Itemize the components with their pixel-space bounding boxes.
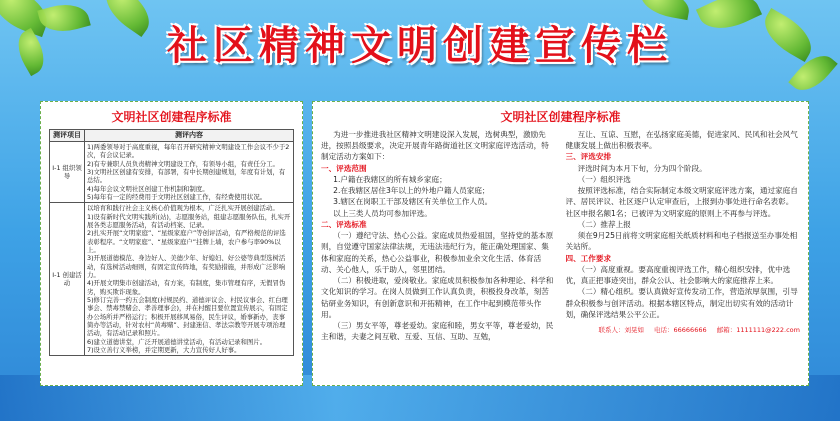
paragraph: 2.在我辖区居住3年以上的外地户籍人员家庭；: [333, 186, 490, 196]
content-line: 6)建立道德讲堂，广泛开展道德讲堂活动，有活动记录和图片。: [87, 337, 267, 346]
contact-person: 联系人：刘晃如: [598, 325, 644, 334]
content-line: 以培育和践行社会主义核心价值观为根本，广泛扎实开展创建活动。: [87, 204, 279, 213]
paragraph: 互让、互谅、互慰，在弘扬家庭美德，促进家风、民风和社会风气健康发展上做出积极表率。: [565, 130, 798, 151]
content-line: 2)有专兼职人员负责精神文明建设工作，有领导小组，有责任分工。: [87, 159, 279, 168]
content-line: 3)开展道德模范、身边好人、美德少年、好媳妇、好公婆等典型选树活动，有选树活动细则，有固定宣传阵地，有奖励措施，并形成广泛影响力。: [87, 254, 286, 280]
criteria-table: [49, 129, 294, 356]
contact-phone: 电话：66666666: [654, 325, 707, 334]
text-column-left: [321, 129, 556, 381]
content-line: 5)修订完善一约五会制度(村规民约、道德评议会、村民议事会、红白理事会、禁毒禁赌会、孝善理事会)，并在村醒目要位置宣传展示，有固定办公场所并严格运行；积极开展移风易俗，民生评议，婚事新办，丧事简办等活动，针对农村“黄毒赌”、封建迷信、孝法宗教等开展专项治理活动，有活动记录和照片。: [87, 296, 288, 338]
section-heading: 二、评选标准: [321, 219, 367, 229]
paragraph: （一）组织评选: [577, 174, 631, 184]
section-heading: 三、评选安排: [565, 152, 612, 162]
content-line: 3)文明社区创建有安排，有部署，有中长期创建规划，年度有计划，有总结。: [87, 168, 286, 185]
paragraph: （二）推荐上报: [577, 219, 631, 229]
contact-footer: [566, 326, 801, 336]
project-cell: I-1 创建活动: [50, 203, 85, 356]
table-row: [50, 142, 294, 203]
left-panel: [40, 101, 303, 386]
paragraph: 以上三类人员均可参加评选。: [333, 208, 432, 218]
paragraph: 为进一步推进我社区精神文明建设深入发展，选树典型，激励先进，按照县级要求，决定开展青年路街道社区文明家庭评选活动，特制定活动方案如下：: [321, 130, 549, 162]
content-line: 1)设有新时代文明实践所(站)，志愿服务站，组建志愿服务队伍，扎实开展各类志愿服务活动，有活动档案、记录。: [87, 212, 291, 230]
table-row: [50, 203, 294, 356]
content-line: 7)设立善行义举榜，并定期更新，大力宣传好人好事。: [87, 345, 241, 354]
content-line: 2)扎实开展“文明家庭”、“星级家庭户”等创评活动，有严格规范的评选表彰程序。“文明家庭”、“星级家庭户”挂牌上墙，农户参与率90%以上。: [87, 229, 286, 255]
section-heading: 四、工作要求: [565, 253, 612, 263]
paragraph: 按照评选标准，结合实际制定本级文明家庭评选方案，通过家庭自评、居民评议、社区逐户认定审查后，上报到办事处进行命名表彰。社区申报名额1名；已被评为文明家庭的原则上不再参与评选。: [565, 186, 798, 218]
paragraph: （三）男女平等，尊老爱幼。家庭和睦，男女平等，尊老爱幼，民主和谐，夫妻之间互敬、互爱、互信、互助、互勉，: [321, 320, 554, 342]
paragraph: （一）遵纪守法、热心公益。家庭成员热爱祖国，坚持党的基本原则，自觉遵守国家法律法规，无违法违纪行为，能正确处理国家、集体和家庭的关系，热心公益事业，积极参加业余文化生活、体育活动、关心他人，乐于助人，邻里团结。: [321, 231, 554, 274]
paragraph: （一）高度重视。要高度重视评选工作，精心组织安排，优中选优，真正把事迹突出，群众公认、社会影响大的家庭推荐上来。: [565, 264, 791, 286]
content-line: 5)每年有一定的经费用于文明社区创建工作，有经费使用状况。: [87, 193, 267, 202]
content-cell: [85, 203, 294, 356]
contact-email: 邮箱：1111111@222.com: [716, 325, 800, 334]
paragraph: 3.辖区在岗职工干部及辖区有关单位工作人员。: [333, 197, 493, 207]
page-title: 社区精神文明创建宣传栏: [167, 23, 673, 69]
right-panel-title: 文明社区创建程序标准: [500, 110, 621, 124]
right-panel: [312, 101, 809, 386]
text-column-right: [566, 129, 801, 381]
section-heading: 一、评选范围: [321, 163, 367, 173]
paragraph: （二）精心组织。要认真做好宣传发动工作，营造浓厚氛围，引导群众积极参与创评活动。根据本辖区特点，制定出切实有效的活动计划，确保评选结果公平公正。: [565, 287, 798, 319]
paragraph: 须在9月25日前将文明家庭相关纸质材料和电子档报送至办事处相关站所。: [565, 231, 798, 252]
content-line: 4)每年会议文明社区创建工作机制和制度。: [87, 184, 209, 193]
content-cell: [85, 142, 294, 203]
paragraph: 1.户籍在我辖区的所有城乡家庭；: [333, 174, 447, 184]
table-header: 测评内容: [85, 130, 294, 142]
left-panel-title: 文明社区创建程序标准: [111, 110, 232, 124]
table-header: 测评项目: [50, 130, 85, 142]
project-cell: I-1 组织领导: [50, 142, 85, 203]
paragraph: （二）积极进取，爱岗敬业。家庭成员积极参加各种理论、科学和文化知识的学习。在岗人员做到工作认真负责，积极投身改革，刻苦钻研业务知识，有创新意识和开拓精神，在工作中起到模范带头作用。: [321, 276, 554, 319]
content-line: 4)开展文明集市创建活动，有方案，有制度，集市管理有序，无假冒伪劣，购买欺诈现象。: [87, 279, 286, 296]
paragraph: 评选时间为本月下旬，分为四个阶段。: [577, 163, 707, 173]
table-header-row: [50, 130, 294, 142]
content-line: 1)两委领导对于高度重视，每年召开研究精神文明建设工作会议不少于2次，有会议记录。: [87, 143, 290, 160]
